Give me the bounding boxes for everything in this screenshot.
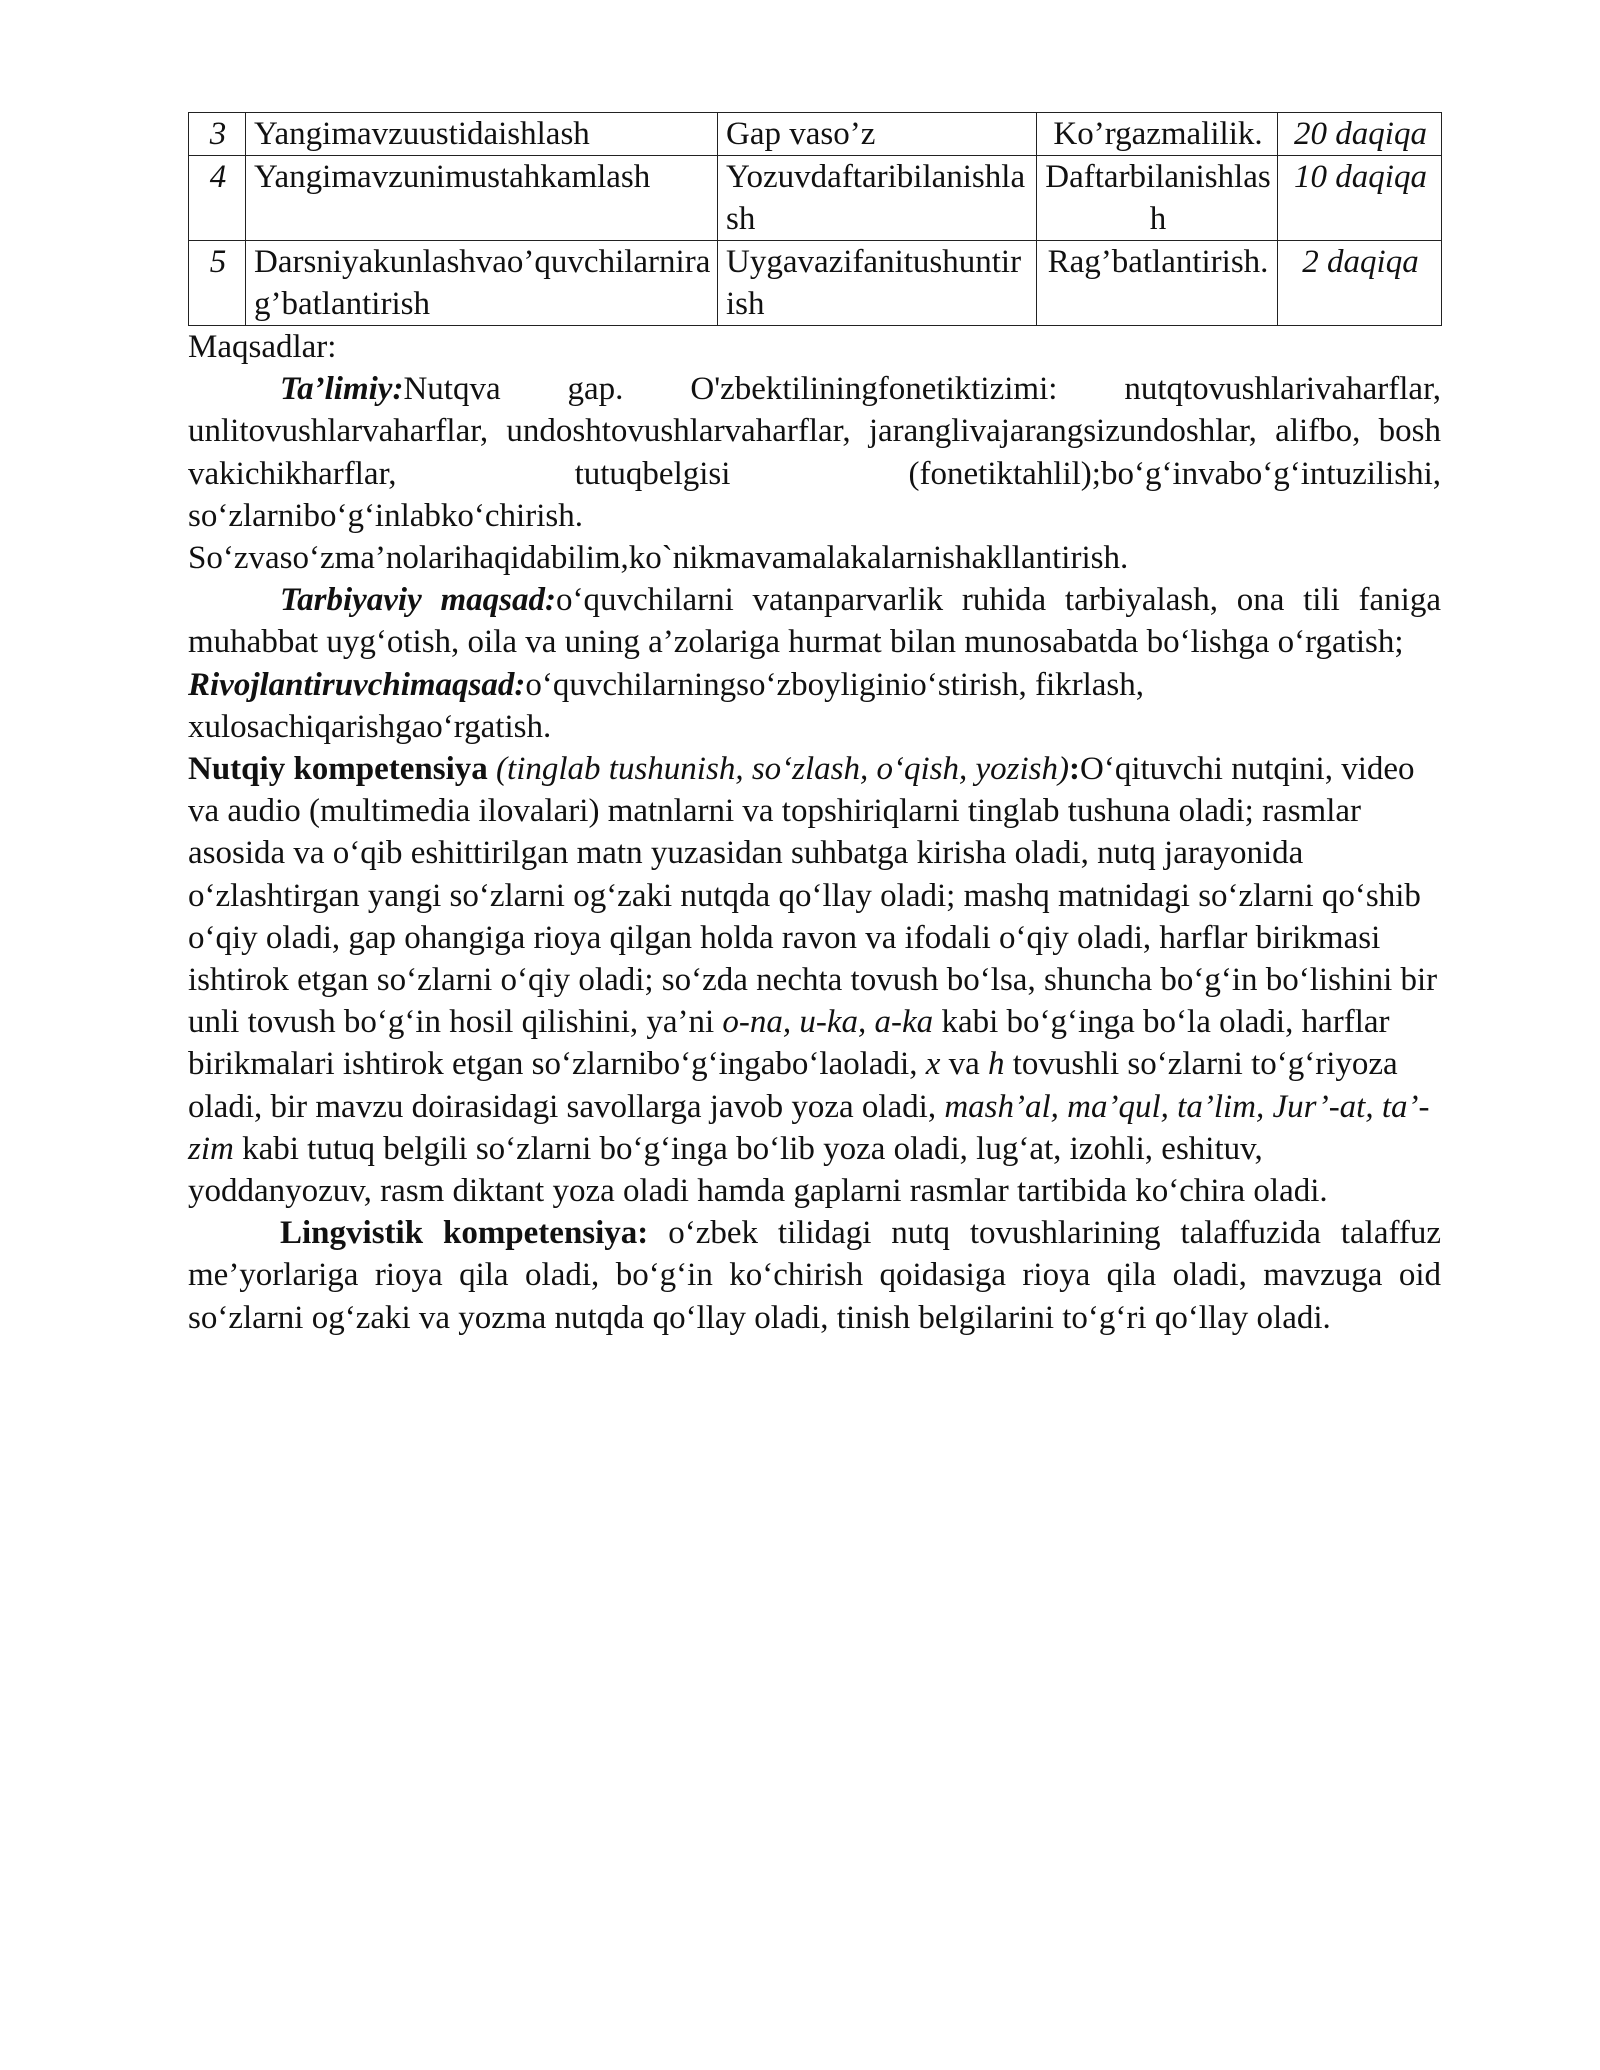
- speech-example-1: o-na, u-ka, a-ka: [722, 1004, 934, 1041]
- speech-example-2: x: [925, 1046, 941, 1083]
- speech-example-4: mash’al, ma’qul, ta’lim, Jur’-at, ta’-zim: [188, 1088, 1430, 1167]
- method-cell: Gap vaso’z: [718, 113, 1037, 156]
- speech-text-3: va: [940, 1046, 989, 1083]
- educational-goal-paragraph: [188, 368, 1441, 537]
- speech-competence-label: Nutqiy kompetensiya: [188, 751, 488, 788]
- developmental-goal-paragraph: [188, 664, 1441, 748]
- speech-text-2: kabi bo‘g‘inga bo‘la oladi, harflar birikmalari ishtirok etgan so‘zlarnibo‘g‘ingabo‘laoladi,: [188, 1004, 1390, 1083]
- linguistic-competence-label: Lingvistik kompetensiya:: [280, 1215, 649, 1252]
- speech-text-1: O‘qituvchi nutqini, video va audio (multimedia ilovalari) matnlarni va topshiriqlarni tinglab tushuna oladi; rasmlar asosida va o‘qib eshittirilgan matn yuzasidan suhbatga kirisha oladi, nutq jarayonida o‘zlashtirgan yangi so‘zlarni og‘zaki nutqda qo‘llay oladi; mashq matnidagi so‘zlarni qo‘shib o‘qiy oladi, gap ohangiga rioya qilgan holda ravon va ifodali o‘qiy oladi, harflar birikmasi ishtirok etgan so‘zlarni o‘qiy oladi; so‘zda nechta tovush bo‘lsa, shuncha bo‘g‘in bo‘lishini bir unli tovush bo‘g‘in hosil qilishini, ya’ni: [188, 751, 1438, 1041]
- method-cell: Uygavazifanitushuntirish: [718, 241, 1037, 326]
- method-cell: Yozuvdaftaribilanishlash: [718, 156, 1037, 241]
- stage-cell: Yangimavzuustidaishlash: [246, 113, 718, 156]
- time-cell: 2 daqiqa: [1278, 241, 1442, 326]
- upbringing-goal-label: Tarbiyaviy maqsad:: [280, 582, 557, 619]
- table-row: [189, 241, 1442, 326]
- developmental-goal-text: o‘quvchilarningso‘zboyliginio‘stirish, fikrlash, xulosachiqarishgao‘rgatish.: [188, 666, 1145, 745]
- educational-goal-text: Nutqva gap. O'zbektiliningfonetiktizimi: nutqtovushlarivaharflar, unlitovushlarvaharflar, undoshtovushlarvaharflar, jaranglivajarangsizundoshlar, alifbo, bosh vakichikharflar, tutuqbelgisi (fonetiktahlil);bo‘g‘invabo‘g‘intuzilishi, so‘zlarnibo‘g‘inlabko‘chirish.: [188, 371, 1441, 534]
- knowledge-sentence: So‘zvaso‘zma’nolarihaqidabilim,ko`nikmavamalakalarnishakllantirish.: [188, 540, 1129, 577]
- developmental-goal-label: Rivojlantiruvchimaqsad:: [188, 666, 526, 703]
- row-number: 3: [189, 113, 246, 156]
- tool-cell: Ko’rgazmalilik.: [1037, 113, 1278, 156]
- table-row: [189, 113, 1442, 156]
- speech-competence-paragraph: [188, 748, 1441, 1212]
- document-page: [188, 112, 1441, 1339]
- linguistic-competence-text: o‘zbek tilidagi nutq tovushlarining talaffuzida talaffuz me’yorlariga rioya qila oladi, bo‘g‘in ko‘chirish qoidasiga rioya qila oladi, mavzuga oid so‘zlarni og‘zaki va yozma nutqda qo‘llay oladi, tinish belgilarini to‘g‘ri qo‘llay oladi.: [188, 1215, 1441, 1336]
- time-cell: 20 daqiqa: [1278, 113, 1442, 156]
- stage-cell: Yangimavzunimustahkamlash: [246, 156, 718, 241]
- upbringing-goal-text: o‘quvchilarni vatanparvarlik ruhida tarbiyalash, ona tili faniga muhabbat uyg‘otish, oila va uning a’zolariga hurmat bilan munosabatda bo‘lishga o‘rgatish;: [188, 582, 1441, 661]
- speech-text-5: kabi tutuq belgili so‘zlarni bo‘g‘inga bo‘lib yoza oladi, lug‘at, izohli, eshituv, yoddanyozuv, rasm diktant yoza oladi hamda gaplarni rasmlar tartibida ko‘chira oladi.: [188, 1130, 1328, 1210]
- upbringing-goal-paragraph: [188, 579, 1441, 663]
- speech-competence-skills: (tinglab tushunish, so‘zlash, o‘qish, yozish): [496, 751, 1069, 788]
- row-number: 5: [189, 241, 246, 326]
- speech-text-4: tovushli so‘zlarni to‘g‘riyoza oladi, bir mavzu doirasidagi savollarga javob yoza oladi,: [188, 1046, 1398, 1125]
- table-row: [189, 156, 1442, 241]
- educational-goal-label: Ta’limiy:: [280, 371, 404, 408]
- linguistic-competence-paragraph: [188, 1212, 1441, 1339]
- time-cell: 10 daqiqa: [1278, 156, 1442, 241]
- stage-cell: Darsniyakunlashvao’quvchilarnirag’batlantirish: [246, 241, 718, 326]
- speech-example-3: h: [988, 1046, 1005, 1083]
- tool-cell: Daftarbilanishlash: [1037, 156, 1278, 241]
- speech-competence-colon: :: [1069, 751, 1080, 788]
- row-number: 4: [189, 156, 246, 241]
- goals-heading: Maqsadlar:: [188, 329, 337, 365]
- tool-cell: Rag’batlantirish.: [1037, 241, 1278, 326]
- lesson-plan-table: [188, 112, 1442, 326]
